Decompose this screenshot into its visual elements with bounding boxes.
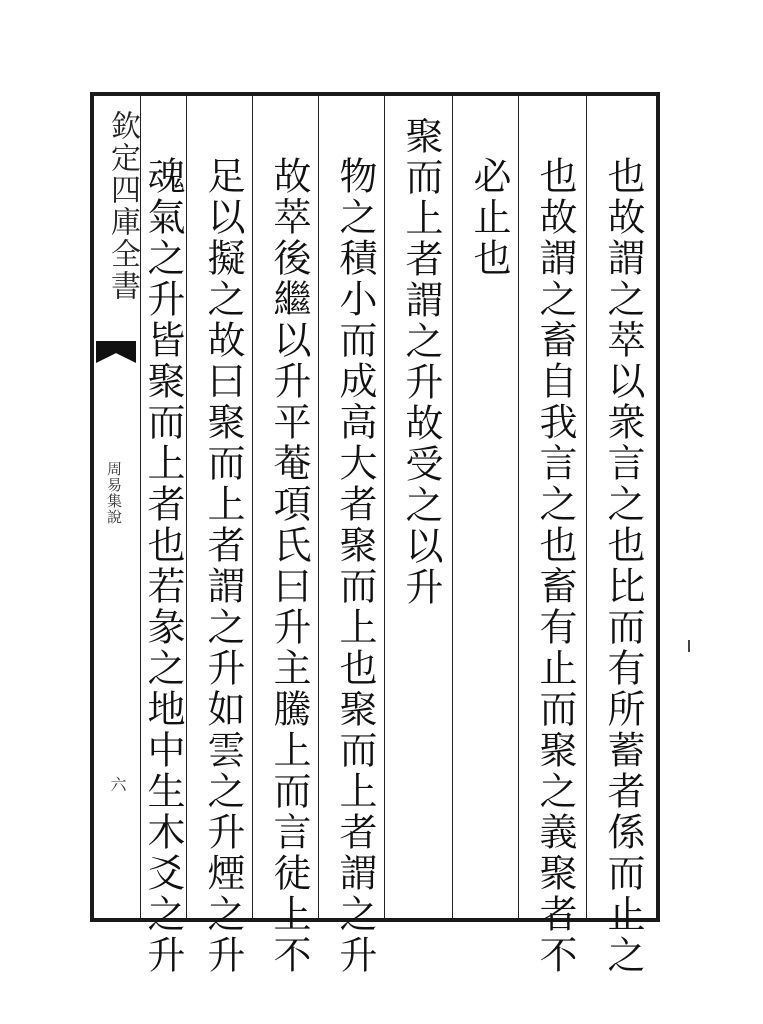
column-divider: [186, 96, 187, 918]
text-column-5: 物之積小而成高大者聚而上也聚而上者謂之升: [333, 156, 377, 976]
margin-book-title: 周易集說: [105, 461, 123, 525]
margin-page-number: 六: [108, 776, 127, 792]
text-column-3: 必止也: [467, 156, 511, 279]
text-column-1: 也故謂之萃以衆言之也比而有所蓄者係而止之: [601, 156, 645, 976]
page-margin: [94, 96, 141, 918]
column-divider: [586, 96, 587, 918]
text-column-4: 聚而上者謂之升故受之以升: [399, 116, 443, 608]
text-column-2: 也故謂之畜自我言之也畜有止而聚之義聚者不: [533, 156, 577, 976]
column-divider: [518, 96, 519, 918]
column-divider: [452, 96, 453, 918]
text-column-6: 故萃後繼以升平菴項氏曰升主騰上而言徒上不: [267, 156, 311, 976]
column-divider: [384, 96, 385, 918]
column-divider: [252, 96, 253, 918]
margin-title: 欽定四庫全書: [105, 110, 140, 302]
column-divider: [318, 96, 319, 918]
text-column-7: 足以擬之故曰聚而上者謂之升如雲之升煙之升: [201, 156, 245, 976]
scan-speck: [688, 640, 690, 652]
fish-tail-mark-icon: [96, 341, 136, 363]
text-column-8: 魂氣之升皆聚而上者也若彖之地中生木爻之升: [141, 156, 185, 976]
page-frame: [90, 92, 660, 976]
